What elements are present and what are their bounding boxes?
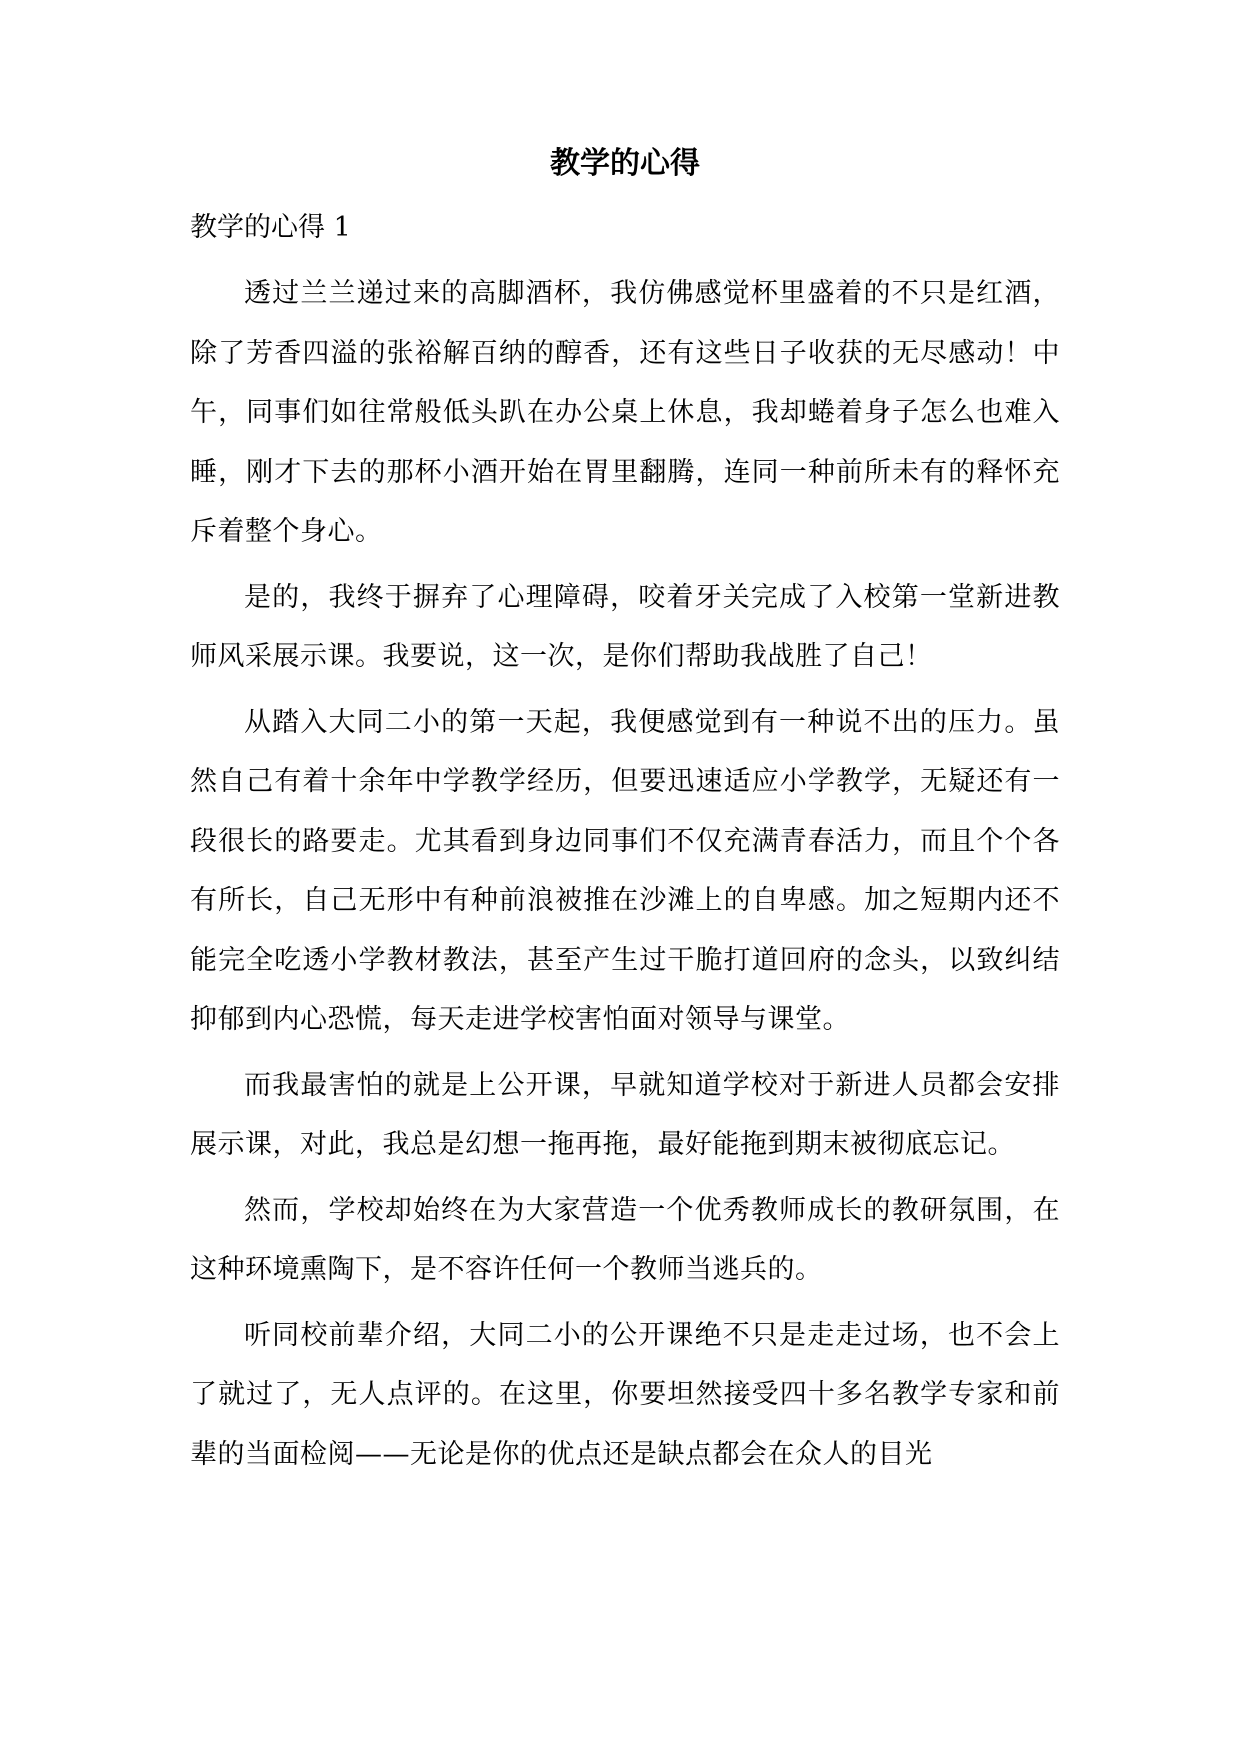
paragraph-5: 然而，学校却始终在为大家营造一个优秀教师成长的教研氛围，在这种环境熏陶下，是不容许任何一个教师当逃兵的。 [190, 1194, 1060, 1285]
paragraph-3: 从踏入大同二小的第一天起，我便感觉到有一种说不出的压力。虽然自己有着十余年中学教学经历，但要迅速适应小学教学，无疑还有一段很长的路要走。尤其看到身边同事们不仅充满青春活力，而且个个各有所长，自己无形中有种前浪被推在沙滩上的自卑感。加之短期内还不能完全吃透小学教材教法，甚至产生过干脆打道回府的念头，以致纠结抑郁到内心恐慌，每天走进学校害怕面对领导与课堂。 [190, 706, 1060, 1035]
section-heading: 教学的心得 1 [190, 212, 351, 243]
document-page [190, 140, 1060, 1490]
paragraph-1: 透过兰兰递过来的高脚酒杯，我仿佛感觉杯里盛着的不只是红酒，除了芳香四溢的张裕解百纳的醇香，还有这些日子收获的无尽感动！中午，同事们如往常般低头趴在办公桌上休息，我却蜷着身子怎么也难入睡，刚才下去的那杯小酒开始在胃里翻腾，连同一种前所未有的释怀充斥着整个身心。 [190, 278, 1060, 547]
paragraph-4: 而我最害怕的就是上公开课，早就知道学校对于新进人员都会安排展示课，对此，我总是幻想一拖再拖，最好能拖到期末被彻底忘记。 [190, 1069, 1060, 1160]
document-title: 教学的心得 [550, 146, 700, 181]
paragraph-6: 听同校前辈介绍，大同二小的公开课绝不只是走走过场，也不会上了就过了，无人点评的。在这里，你要坦然接受四十多名教学专家和前辈的当面检阅——无论是你的优点还是缺点都会在众人的目光 [190, 1319, 1060, 1470]
paragraph-2: 是的，我终于摒弃了心理障碍，咬着牙关完成了入校第一堂新进教师风采展示课。我要说，这一次，是你们帮助我战胜了自己！ [190, 581, 1060, 672]
